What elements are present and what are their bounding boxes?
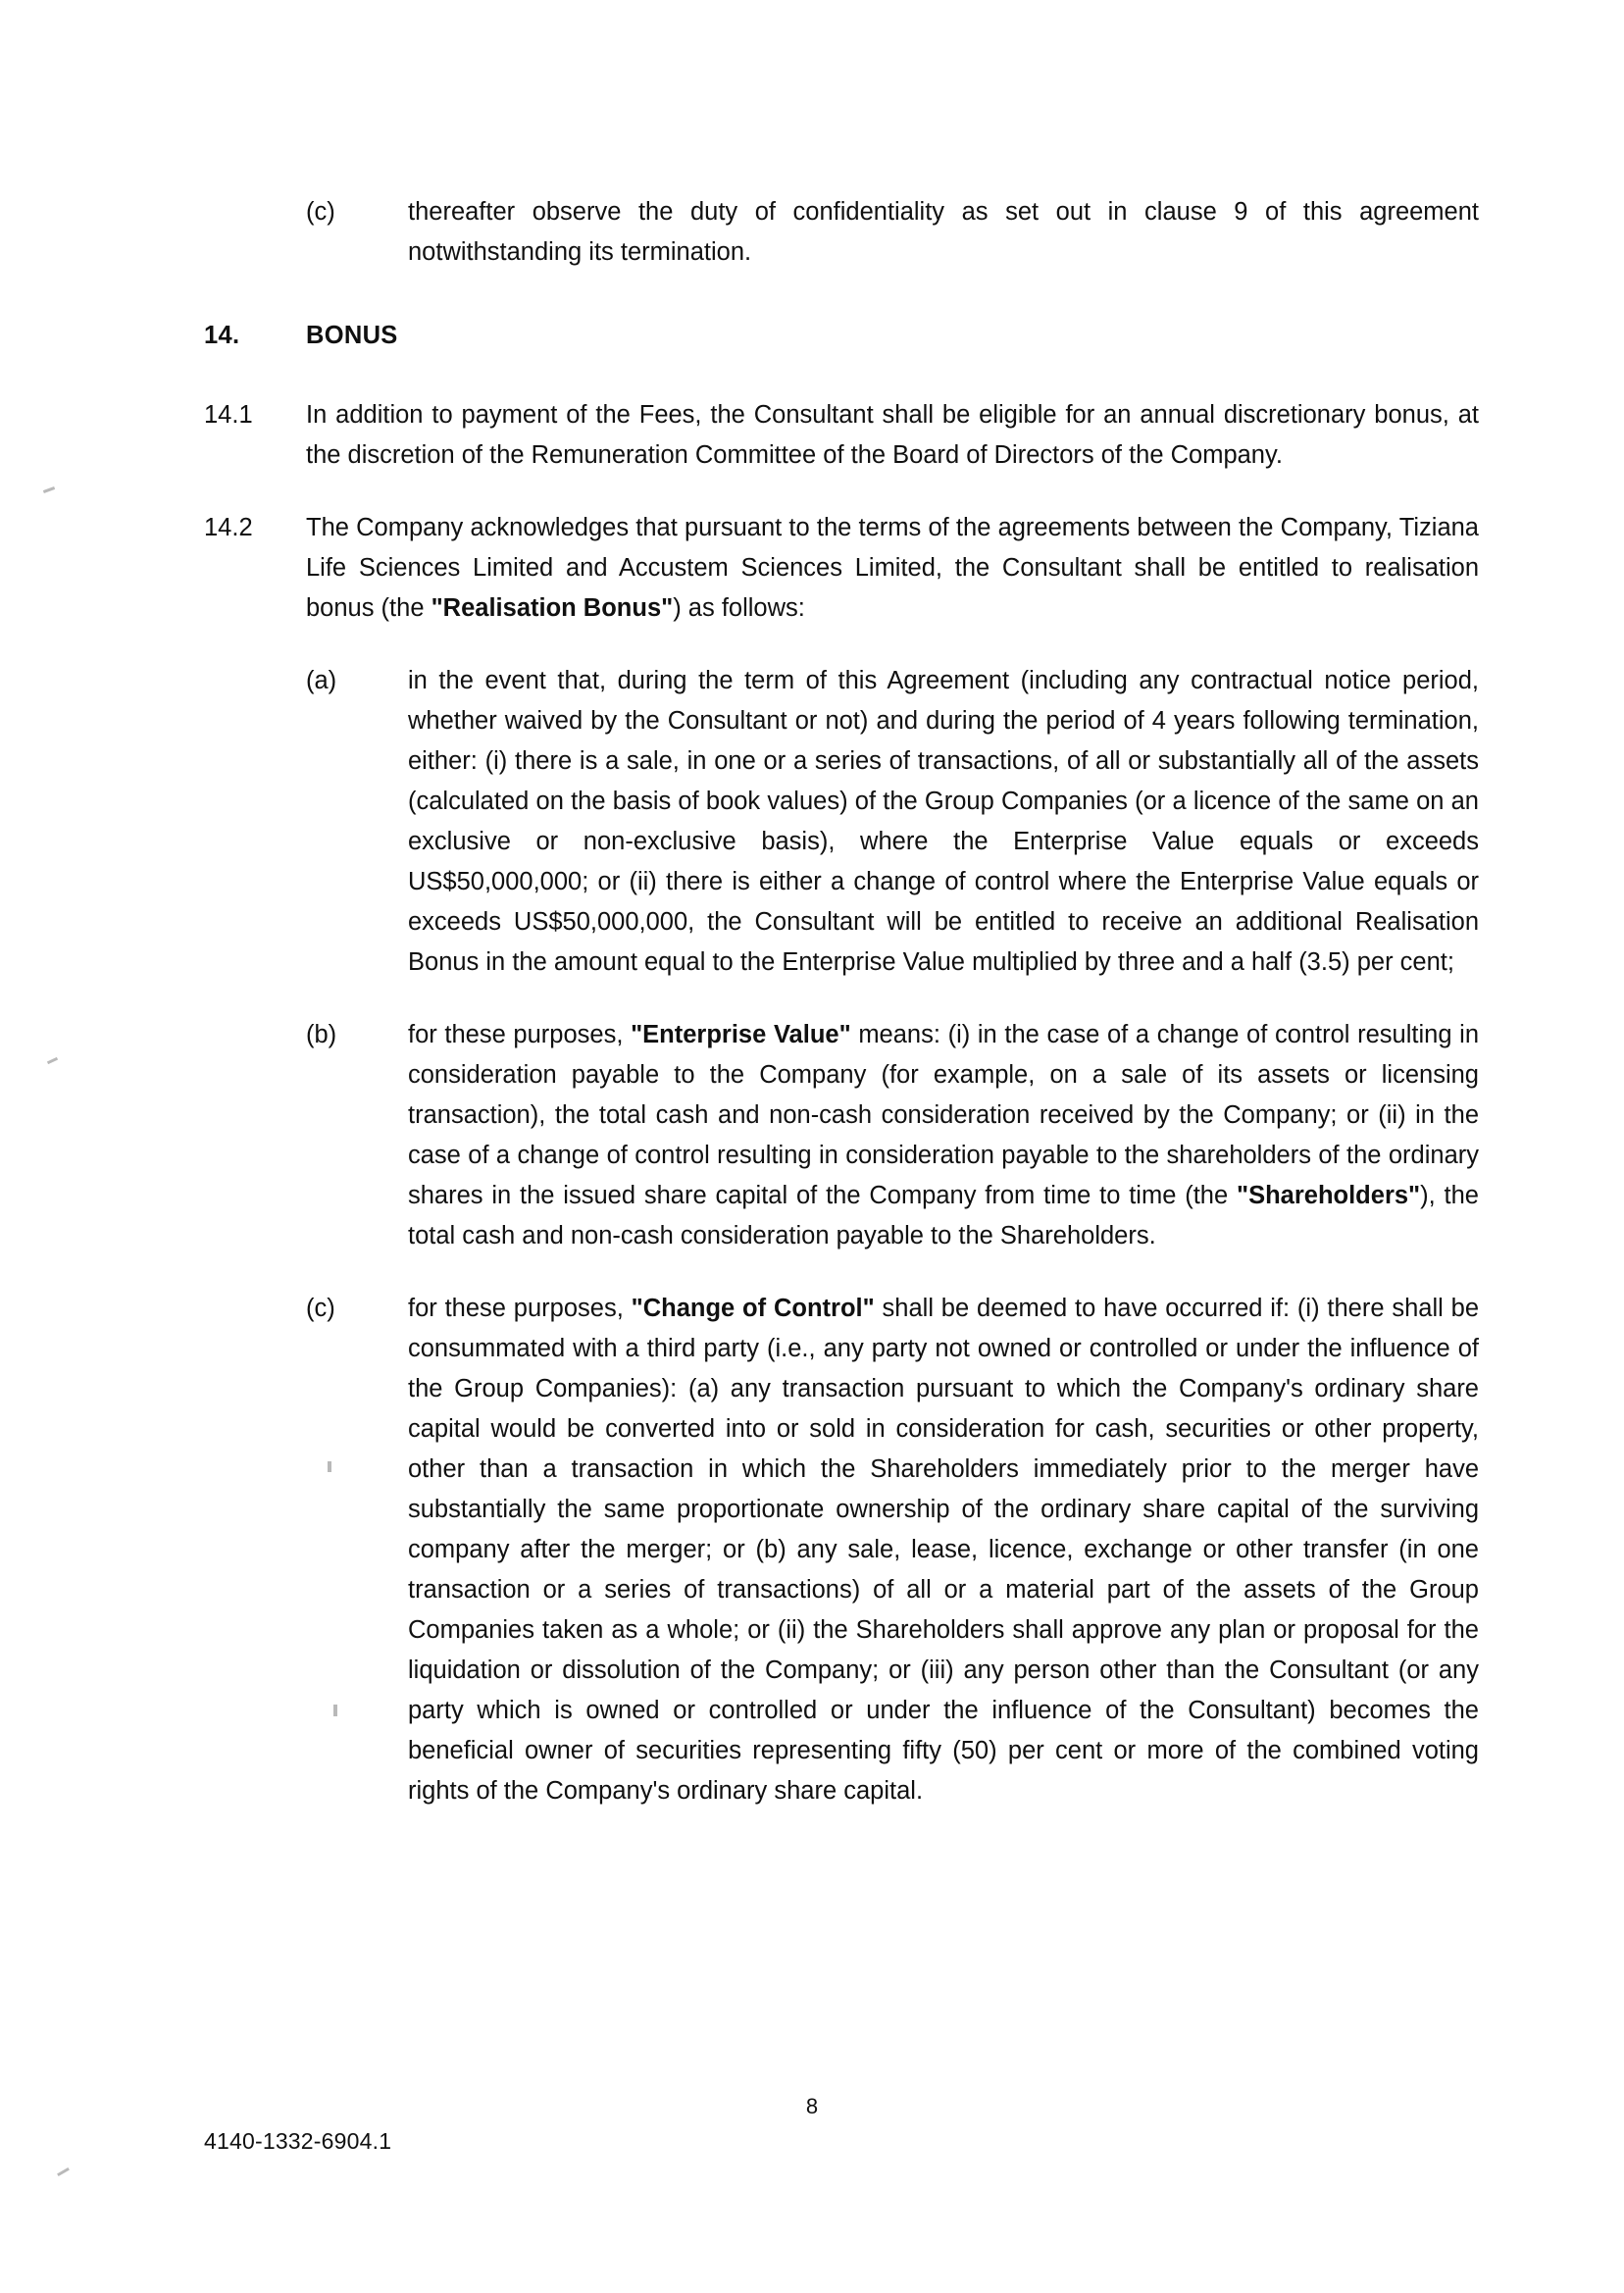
clause-text: In addition to payment of the Fees, the Consultant shall be eligible for an annual discretionary bonus, at the discretion of the Remuneration Committee of the Board of Directors of the Company. [306, 401, 1479, 469]
clause-label: 14.1 [204, 401, 253, 429]
clause-text: for these purposes, "Change of Control" shall be deemed to have occurred if: (i) there shall be consummated with a third party (i.e., any party not owned or controlled or under the influence of the Group Companies): (a) any transaction pursuant to which the Company's ordinary share capital would be converted into or sold in consideration for cash, securities or other property, other than a transaction in which the Shareholders immediately prior to the merger have substantially the same proportionate ownership of the ordinary share capital of the surviving company after the merger; or (b) any sale, lease, licence, exchange or other transfer (in one transaction or a series of transactions) of all or a material part of the assets of the Group Companies taken as a whole; or (ii) the Shareholders shall approve any plan or proposal for the liquidation or dissolution of the Company; or (iii) any person other than the Consultant (or any party which is owned or controlled or under the influence of the Consultant) becomes the beneficial owner of securities representing fifty (50) per cent or more of the combined voting rights of the Company's ordinary share capital. [408, 1295, 1479, 1805]
scan-speck [333, 1705, 337, 1716]
clause-label: (a) [306, 667, 337, 694]
scan-speck [328, 1461, 331, 1472]
clause-text: thereafter observe the duty of confidentiality as set out in clause 9 of this agreement notwithstanding its termination. [408, 198, 1479, 266]
clause-text: The Company acknowledges that pursuant to the terms of the agreements between the Company, Tiziana Life Sciences Limited and Accustem Sciences Limited, the Consultant shall be entitled to realisation bonus (the "Realisation Bonus") as follows: [306, 514, 1479, 622]
clause-label: (b) [306, 1021, 337, 1048]
scan-speck [57, 2167, 70, 2176]
document-body [204, 192, 1479, 1841]
scan-speck [43, 486, 55, 493]
footer-reference: 4140-1332-6904.1 [204, 2128, 392, 2154]
section-title: BONUS [306, 322, 398, 349]
paragraph-clause-14-2b [306, 1015, 1479, 1256]
clause-label: (c) [306, 1295, 335, 1322]
paragraph-clause-13c [306, 192, 1479, 273]
section-heading-bonus [204, 316, 1479, 356]
page-number: 8 [805, 2094, 819, 2118]
clause-text: for these purposes, "Enterprise Value" means: (i) in the case of a change of control resulting in consideration payable to the Company (for example, on a sale of its assets or licensing transaction), the total cash and non-cash consideration received by the Company; or (ii) in the case of a change of control resulting in consideration payable to the shareholders of the ordinary shares in the issued share capital of the Company from time to time (the "Shareholders"), the total cash and non-cash consideration payable to the Shareholders. [408, 1021, 1480, 1249]
clause-label: (c) [306, 198, 335, 226]
paragraph-clause-14-2 [204, 508, 1479, 629]
scan-speck [47, 1057, 58, 1064]
clause-label: 14.2 [204, 514, 253, 541]
clause-text: in the event that, during the term of this Agreement (including any contractual notice period, whether waived by the Consultant or not) and during the period of 4 years following termination, either: (i) there is a sale, in one or a series of transactions, of all or substantially all of the assets (calculated on the basis of book values) of the Group Companies (or a licence of the same on an exclusive or non-exclusive basis), where the Enterprise Value equals or exceeds US$50,000,000; or (ii) there is either a change of control where the Enterprise Value equals or exceeds US$50,000,000, the Consultant will be entitled to receive an additional Realisation Bonus in the amount equal to the Enterprise Value multiplied by three and a half (3.5) per cent; [408, 667, 1479, 976]
paragraph-clause-14-2c [306, 1289, 1479, 1811]
paragraph-clause-14-2a [306, 661, 1479, 983]
section-number: 14. [204, 322, 240, 349]
paragraph-clause-14-1 [204, 395, 1479, 476]
